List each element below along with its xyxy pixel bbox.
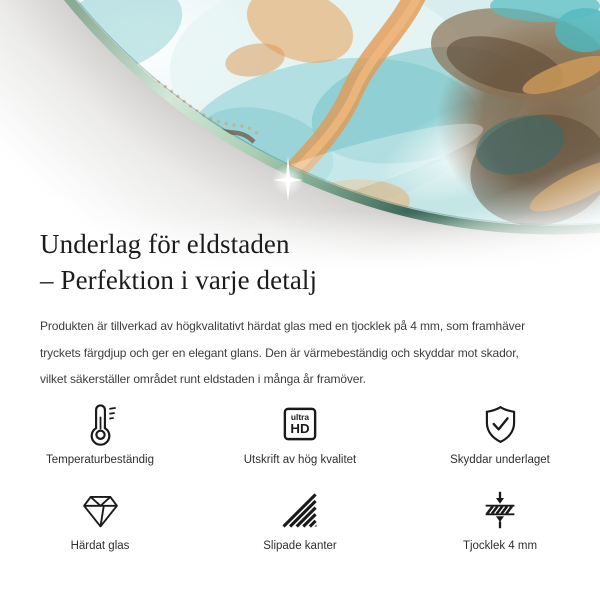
svg-text:HD: HD <box>290 421 310 437</box>
feature-polished-edges <box>200 484 400 553</box>
beveled-edges-icon <box>278 484 322 536</box>
intro-paragraph <box>40 313 585 393</box>
text-content <box>40 226 585 393</box>
feature-label: Temperaturbeständig <box>45 454 155 466</box>
page-title <box>40 226 585 298</box>
shield-check-icon <box>478 398 523 450</box>
feature-temperature-resistant <box>0 398 200 484</box>
thermometer-icon <box>77 398 124 450</box>
page-title-line2: – Perfektion i varje detalj <box>40 265 318 295</box>
feature-label: Tjocklek 4 mm <box>462 540 538 552</box>
intro-line: vilket säkerställer området runt eldstaden i många år framöver. <box>40 372 366 386</box>
features-grid <box>0 398 600 553</box>
feature-print-quality <box>200 398 400 484</box>
feature-thickness <box>400 484 600 553</box>
ultra-hd-icon <box>278 398 322 450</box>
intro-line: tryckets färgdjup och ger en elegant glans. Den är värmebeständig och skyddar mot skador, <box>40 345 519 360</box>
feature-protects-surface <box>400 398 600 484</box>
feature-label: Härdat glas <box>70 540 130 552</box>
feature-label: Utskrift av hög kvalitet <box>243 454 357 466</box>
thickness-compress-icon <box>477 484 523 536</box>
feature-label: Slipade kanter <box>263 540 337 552</box>
intro-line: Produkten är tillverkad av högkvalitativt härdat glas med en tjocklek på 4 mm, som framhäver <box>40 319 526 333</box>
page-title-line1: Underlag för eldstaden <box>40 229 290 259</box>
diamond-icon <box>78 484 123 536</box>
feature-label: Skyddar underlaget <box>450 454 550 466</box>
feature-tempered-glass <box>0 484 200 553</box>
svg-text:ultra: ultra <box>290 411 310 422</box>
